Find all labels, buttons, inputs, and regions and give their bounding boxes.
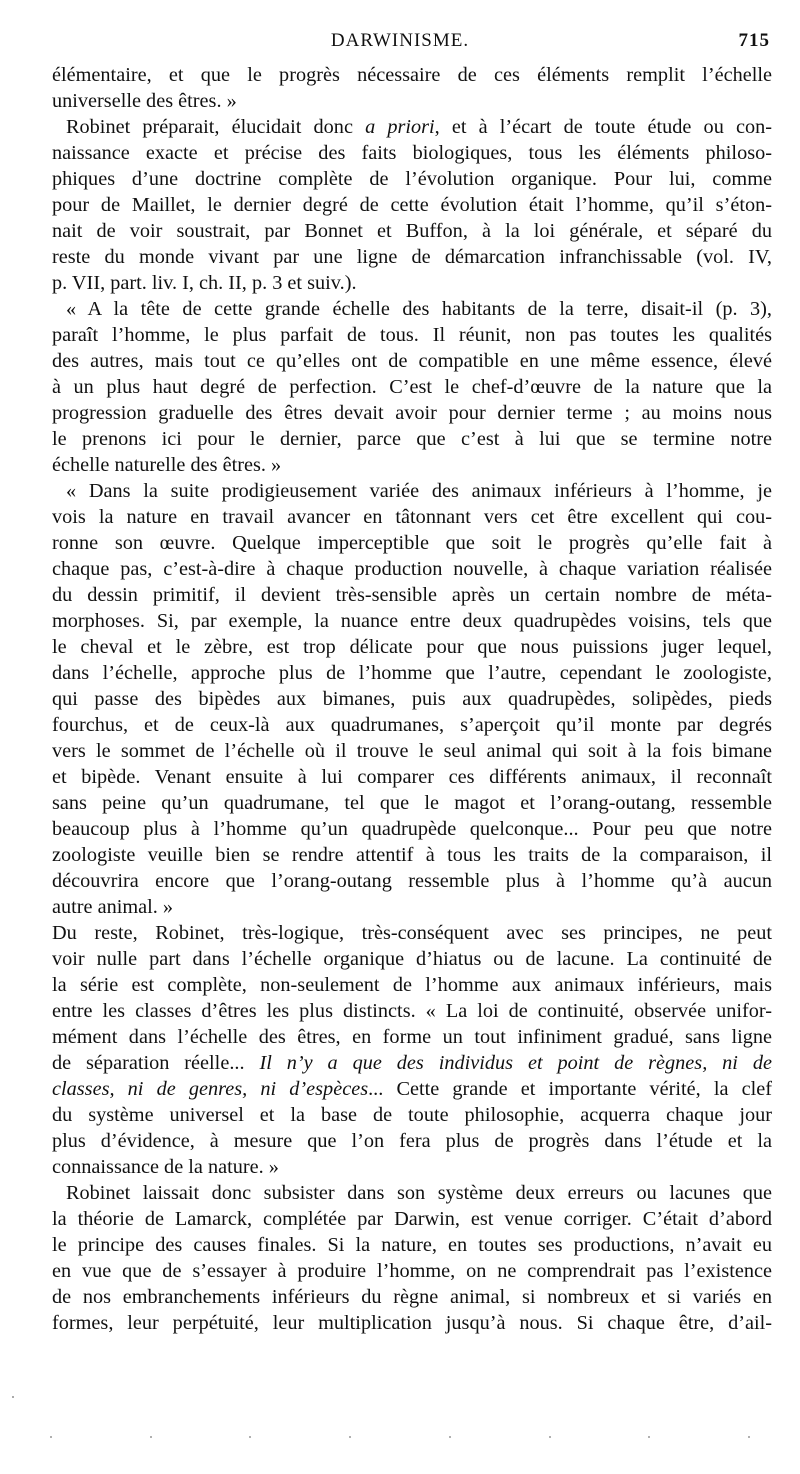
text-line [52, 1102, 772, 1128]
text-line [52, 400, 772, 426]
text-line [52, 894, 772, 920]
text-segment: progression graduelle des êtres devait avoir pour dernier terme ; au moins nous [52, 402, 772, 424]
running-title: DARWINISME. [330, 30, 470, 51]
text-segment: autre animal. » [52, 896, 174, 918]
text-segment: « A la tête de cette grande échelle des habitants de la terre, disait-il (p. 3), [66, 298, 772, 320]
text-line [52, 140, 772, 166]
text-line [52, 972, 772, 998]
text-segment: « Dans la suite prodigieusement variée des animaux inférieurs à l’homme, je [66, 480, 772, 502]
text-line [52, 478, 772, 504]
text-segment: échelle naturelle des êtres. » [52, 454, 282, 476]
text-line [52, 634, 772, 660]
text-segment: du système universel et la base de toute philosophie, acquerra chaque jour [52, 1104, 772, 1126]
italic-segment: classes, ni de genres, ni d’espèces [52, 1078, 369, 1100]
text-segment: pour de Maillet, le dernier degré de cette évolution était l’homme, qu’il s’éton- [52, 194, 772, 216]
text-segment: Robinet laissait donc subsister dans son système deux erreurs ou lacunes que [66, 1182, 772, 1204]
italic-segment: Il n’y a que des individus et point de règnes, ni de [259, 1052, 772, 1074]
text-line [52, 1050, 772, 1076]
text-segment: formes, leur perpétuité, leur multiplication jusqu’à nous. Si chaque être, d’ail- [52, 1312, 772, 1334]
text-line [52, 192, 772, 218]
text-segment: sans peine qu’un quadrumane, tel que le magot et l’orang-outang, ressemble [52, 792, 772, 814]
text-segment: le prenons ici pour le dernier, parce que c’est à lui que se termine notre [52, 428, 772, 450]
text-line [52, 374, 772, 400]
text-line [52, 556, 772, 582]
text-segment: à un plus haut degré de perfection. C’est le chef-d’œuvre de la nature que la [52, 376, 772, 398]
text-line [52, 842, 772, 868]
text-line [52, 1310, 772, 1336]
text-line [52, 1206, 772, 1232]
text-line [52, 738, 772, 764]
text-line [52, 582, 772, 608]
text-segment: beaucoup plus à l’homme qu’un quadrupède quelconque... Pour peu que notre [52, 818, 772, 840]
text-segment: paraît l’homme, le plus parfait de tous. Il réunit, non pas toutes les qualités [52, 324, 772, 346]
text-line [52, 114, 772, 140]
text-line [52, 348, 772, 374]
text-segment: phiques d’une doctrine complète de l’évolution organique. Pour lui, comme [52, 168, 772, 190]
text-segment: reste du monde vivant par une ligne de démarcation infranchissable (vol. IV, [52, 246, 772, 268]
text-line [52, 244, 772, 270]
text-line [52, 1284, 772, 1310]
text-line [52, 790, 772, 816]
body-text [52, 62, 772, 1336]
text-segment: dans l’échelle, approche plus de l’homme que l’autre, cependant le zoologiste, [52, 662, 772, 684]
text-segment: ... Cette grande et importante vérité, la clef [368, 1078, 772, 1100]
text-line [52, 1154, 772, 1180]
running-head [0, 30, 800, 56]
text-segment: ronne son œuvre. Quelque imperceptible que soit le progrès qu’elle fait à [52, 532, 772, 554]
text-segment: le cheval et le zèbre, est trop délicate pour que nous puissions juger lequel, [52, 636, 772, 658]
text-segment: et bipède. Venant ensuite à lui comparer ces différents animaux, il reconnaît [52, 766, 772, 788]
text-segment: de nos embranchements inférieurs du règne animal, si nombreux et si variés en [52, 1286, 772, 1308]
text-segment: universelle des êtres. » [52, 90, 237, 112]
text-line [52, 218, 772, 244]
text-segment: qui passe des bipèdes aux bimanes, puis aux quadrupèdes, solipèdes, pieds [52, 688, 772, 710]
text-segment: du dessin primitif, il devient très-sensible après un certain nombre de méta- [52, 584, 772, 606]
text-segment: de séparation réelle... [52, 1052, 260, 1074]
text-segment: naissance exacte et précise des faits biologiques, tous les éléments philoso- [52, 142, 772, 164]
text-line [52, 998, 772, 1024]
text-line [52, 322, 772, 348]
text-segment: plus d’évidence, à mesure que l’on fera plus de progrès dans l’étude et la [52, 1130, 772, 1152]
page-number: 715 [738, 30, 770, 51]
text-segment: la série est complète, non-seulement de l’homme aux animaux inférieurs, mais [52, 974, 772, 996]
text-line [52, 504, 772, 530]
text-segment: la théorie de Lamarck, complétée par Darwin, est venue corriger. C’était d’abord [52, 1208, 772, 1230]
text-segment: entre les classes d’êtres les plus distincts. « La loi de continuité, observée unifor- [52, 1000, 772, 1022]
text-line [52, 1180, 772, 1206]
text-line [52, 270, 772, 296]
text-line [52, 920, 772, 946]
text-segment: p. VII, part. liv. I, ch. II, p. 3 et suiv.). [52, 272, 357, 294]
text-segment: morphoses. Si, par exemple, la nuance entre deux quadrupèdes voisins, tels que [52, 610, 772, 632]
text-line [52, 868, 772, 894]
text-line [52, 1232, 772, 1258]
text-segment: en vue que de s’essayer à produire l’homme, on ne comprendrait pas l’existence [52, 1260, 772, 1282]
text-segment: élémentaire, et que le progrès nécessaire de ces éléments remplit l’échelle [52, 64, 772, 86]
text-segment: Robinet préparait, élucidait donc [66, 116, 366, 138]
text-line [52, 816, 772, 842]
text-segment: connaissance de la nature. » [52, 1156, 279, 1178]
text-line [52, 660, 772, 686]
text-line [52, 1024, 772, 1050]
text-line [52, 608, 772, 634]
text-line [52, 62, 772, 88]
text-line [52, 1258, 772, 1284]
text-segment: fourchus, et de ceux-là aux quadrumanes, s’aperçoit qu’il monte par degrés [52, 714, 772, 736]
text-segment: Du reste, Robinet, très-logique, très-conséquent avec ses principes, ne peut [52, 922, 772, 944]
text-segment: découvrira encore que l’orang-outang ressemble plus à l’homme qu’à aucun [52, 870, 772, 892]
text-line [52, 686, 772, 712]
text-segment: chaque pas, c’est-à-dire à chaque production nouvelle, à chaque variation réalisée [52, 558, 772, 580]
text-segment: mément dans l’échelle des êtres, en forme un tout infiniment gradué, sans ligne [52, 1026, 772, 1048]
text-line [52, 88, 772, 114]
text-segment: voir nulle part dans l’échelle organique d’hiatus ou de lacune. La continuité de [52, 948, 772, 970]
text-line [52, 764, 772, 790]
text-line [52, 452, 772, 478]
text-line [52, 296, 772, 322]
footer-dots [50, 1436, 750, 1442]
text-segment: zoologiste veuille bien se rendre attentif à tous les traits de la comparaison, il [52, 844, 772, 866]
text-segment: nait de voir soustrait, par Bonnet et Buffon, à la loi générale, et séparé du [52, 220, 772, 242]
text-line [52, 1076, 772, 1102]
italic-segment: a priori [365, 116, 435, 138]
text-line [52, 530, 772, 556]
text-line [52, 166, 772, 192]
text-segment: des autres, mais tout ce qu’elles ont de compatible en une même essence, élevé [52, 350, 772, 372]
text-line [52, 712, 772, 738]
text-line [52, 1128, 772, 1154]
text-line [52, 946, 772, 972]
text-segment: vers le sommet de l’échelle où il trouve le seul animal qui soit à la fois bimane [52, 740, 772, 762]
scan-speck [12, 1396, 14, 1398]
text-segment: , et à l’écart de toute étude ou con- [434, 116, 772, 138]
text-line [52, 426, 772, 452]
text-segment: le principe des causes finales. Si la nature, en toutes ses productions, n’avait eu [52, 1234, 772, 1256]
text-segment: vois la nature en travail avancer en tâtonnant vers cet être excellent qui cou- [52, 506, 772, 528]
